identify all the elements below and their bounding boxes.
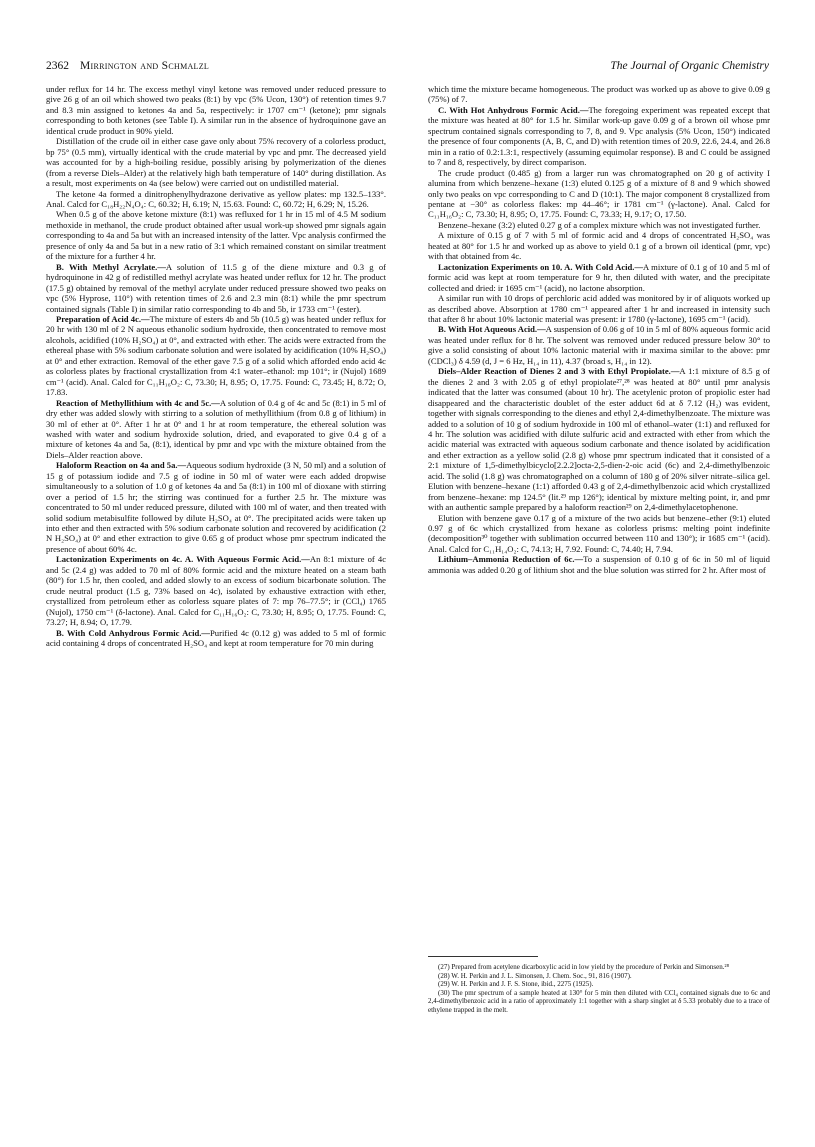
- paragraph: [428, 262, 770, 293]
- paragraph-text: Benzene–hexane (3:2) eluted 0.27 g of a complex mixture which was not investigated further.: [438, 219, 761, 230]
- paragraph: [428, 105, 770, 168]
- footnote-rule: [428, 956, 538, 957]
- paragraph-text: A mixture of 0.1 g of 10 and 5 ml of formic acid was kept at room temperature for 9 hr, then diluted with water, and the precipitate collected and dried: ir 1695 cm⁻¹ (acid), no lactone absorption.: [428, 261, 770, 293]
- paragraph: [46, 460, 386, 554]
- paragraph-text: The foregoing experiment was repeated except that the mixture was heated at 80° for 1.5 hr. Similar work-up gave 0.09 g of a brown oil whose pmr spectrum contained signals corresponding to 7, 8, and 9. Vpc analysis (5% Ucon, 150°) indicated the presence of four components (A, B, C, and D) with retention times of 20.9, 22.6, 24.4, and 26.8 min in a ratio of 0.2:1.3:1, respectively (assuming equimolar response). B and C could be assigned to 7 and 8, respectively, by direct comparison.: [428, 104, 771, 168]
- paragraph-text: An 8:1 mixture of 4c and 5c (2.4 g) was added to 70 ml of 80% formic acid and the mixture heated on a steam bath (80°) for 1.5 hr, then cooled, and added slowly to an excess of sodium bicarbonate solution. The crude neutral product (1.5 g, 73% based on 4c), isolated by exhaustive extraction with ether, crystallized from petroleum ether as colorless square plates of 7: mp 76–77.5°; ir (CCl₄) 1765 (Nujol), 1750 cm⁻¹ (δ-lactone). Anal. Calcd for C₁₁H₁₆O₂: C, 73.30; H, 8.95; O, 17.75. Found: C, 73.27; H, 8.94; O, 17.79.: [46, 554, 387, 628]
- footnote-list: [428, 963, 770, 1015]
- paragraph-text: under reflux for 14 hr. The excess methyl vinyl ketone was removed under reduced pressure to give 26 g of an oil which showed two peaks (8:1) by vpc (5% Ucon, 130°) of retention times 9.7 and 8.3 min assigned to ketones 4a and 5a, respectively: ir 1707 cm⁻¹ (ketone); pmr signals corresponding to both ketones (see Table I). A similar run in the absence of hydroquinone gave an identical crude product in 90% yield.: [46, 84, 386, 136]
- footnote: (28) W. H. Perkin and J. L. Simonsen, J. Chem. Soc., 91, 816 (1907).: [438, 971, 632, 980]
- paragraph-text: To a suspension of 0.10 g of 6c in 50 ml of liquid ammonia was added 0.20 g of lithium shot and the blue solution was stirred for 2 hr. After most of: [428, 554, 770, 575]
- journal-title: The Journal of Organic Chemistry: [610, 60, 769, 72]
- footnote: (30) The pmr spectrum of a sample heated at 130° for 5 min then diluted with CCl₄ contained signals due to 6c and 2,4-dimethylbenzoic acid in a ratio of approximately 1:1 together with a sharp singlet at δ 5.33 probably due to a trace of ethylene trapped in the melt.: [428, 988, 770, 1014]
- paragraph-text: Purified 4c (0.12 g) was added to 5 ml of formic acid containing 4 drops of concentrated H₂SO₄ and kept at room temperature for 70 min during: [46, 627, 386, 649]
- paragraph-text: Aqueous sodium hydroxide (3 N, 50 ml) and a solution of 15 g of potassium iodide and 7.5 g of iodine in 50 ml of water were each added dropwise simultaneously to a solution of 1.0 g of ketones 4a and 5a (8:1) in 100 ml of dioxane with stirring over a period of 1.5 hr; the stirring was continued for a further 2.5 hr. The mixture was concentrated to 50 ml under reduced pressure, diluted with 100 ml of water, and then treated with solid sodium metabisulfite followed by dilute H₂SO₄ at 0°. The precipitated acids were taken up into ether and then extracted with 5% sodium carbonate solution and recovered by acidification (2 N H₂SO₄) at 0° and ether extraction to give 0.65 g of product whose pmr spectrum indicated the presence of about 60% 4c.: [46, 460, 386, 554]
- paragraph: [46, 314, 386, 398]
- paragraph-text: The mixture of esters 4b and 5b (10.5 g) was heated under reflux for 20 hr with 130 ml of 2 N aqueous ethanolic sodium hydroxide, then concentrated to remove most alcohols, acidified (10% H₂SO₄) at 0°, and extracted with ether. The acids were extracted from the ethereal phase with 5% sodium carbonate solution and were isolated by acidification (10% H₂SO₄) at 0° and ether extraction. Removal of the ether gave 7.5 g of a solid which afforded endo acid 4c as colorless plates by fractional crystallization from 4:1 water–ethanol: mp 101°; ir (Nujol) 1689 cm⁻¹ (acid). Anal. Calcd for C₁₁H₁₆O₂: C, 73.30; H, 8.95; O, 17.75. Found: C, 73.45; H, 8.72; O, 17.83.: [46, 313, 387, 398]
- paragraph: [46, 189, 386, 210]
- running-header: [46, 60, 769, 80]
- footnote: (27) Prepared from acetylene dicarboxylic acid in low yield by the procedure of Perkin and Simonsen.²⁸: [438, 963, 730, 971]
- paragraph: [428, 554, 770, 575]
- paragraph: [46, 84, 386, 136]
- paragraph-text: A similar run with 10 drops of perchloric acid added was monitored by ir of aliquots worked up as described above. Absorption at 1780 cm⁻¹ appeared after 1 hr and increased in intensity such that after 8 hr about 10% lactonic material was present: ir 1780 (γ-lactone), 1695 cm⁻¹ (acid).: [428, 293, 770, 324]
- page-number: 2362: [46, 60, 69, 72]
- section-run-in-heading: Lactonization Experiments on 4c. A. With Aqueous Formic Acid.—: [56, 554, 310, 565]
- paragraph: [46, 209, 386, 261]
- footnotes: [428, 956, 770, 1015]
- section-run-in-heading: Preparation of Acid 4c.—: [56, 313, 150, 324]
- paragraph: [46, 554, 386, 627]
- footnote: (29) W. H. Perkin and J. F. S. Stone, ibid., 2275 (1925).: [438, 980, 594, 989]
- section-run-in-heading: Lactonization Experiments on 10. A. With Cold Acid.—: [438, 261, 644, 272]
- section-run-in-heading: Diels–Alder Reaction of Dienes 2 and 3 with Ethyl Propiolate.—: [438, 366, 680, 377]
- section-run-in-heading: Lithium–Ammonia Reduction of 6c.—: [438, 554, 584, 565]
- section-run-in-heading: C. With Hot Anhydrous Formic Acid.—: [438, 104, 589, 115]
- paragraph: [428, 84, 770, 105]
- paragraph-text: A mixture of 0.15 g of 7 with 5 ml of formic acid and 4 drops of concentrated H₂SO₄ was heated at 80° for 1.5 hr and worked up as above to yield 0.1 g of a brown oil identical (pmr, vpc) with that obtained from 4c.: [428, 230, 770, 262]
- paragraph-text: Distillation of the crude oil in either case gave only about 75% recovery of a colorless product, bp 75° (0.5 mm), virtually identical with the crude material by vpc and pmr. The decreased yield was accounted for by a high-boiling residue, possibly arising by polymerization of the dienes (from a reverse Diels–Alder) at the relatively high bath temperature of 140° during distillation. As a result, most experiments on 4a (see below) were carried out on undistilled material.: [46, 136, 386, 189]
- paragraph: [428, 513, 770, 555]
- paragraph-text: which time the mixture became homogeneous. The product was worked up as above to give 0.09 g (75%) of 7.: [428, 84, 770, 105]
- paragraph: [46, 262, 386, 314]
- left-column: [46, 84, 386, 648]
- paragraph: [428, 293, 770, 324]
- paragraph: [428, 366, 770, 512]
- paragraph: [428, 324, 770, 366]
- paragraph-text: A solution of 0.4 g of 4c and 5c (8:1) in 5 ml of dry ether was added slowly with stirring to a solution of methyllithium (from 0.8 g of lithium) in 30 ml of ether at 0°. After 1 hr at 0° and 1 hr at room temperature, the ethereal solution was washed with water and sodium hydroxide solution, dried, and evaporated to give 0.4 g of a mixture of ketones 4a and 5a, (8:1), identical by pmr and vpc with the mixture obtained from the Diels–Alder reaction above.: [46, 397, 386, 460]
- paragraph-text: The crude product (0.485 g) from a larger run was chromatographed on 20 g of activity I alumina from which benzene–hexane (1:3) eluted 0.125 g of a mixture of 8 and 9 which showed only two peaks on vpc corresponding to C and D (10:1). The major component 8 crystallized from pentane at −30° as colorless flakes: mp 44–46°; ir 1781 cm⁻¹ (γ-lactone). Anal. Calcd for C₁₁H₁₆O₂: C, 73.30; H, 8.95; O, 17.75. Found: C, 73.33; H, 9.17; O, 17.50.: [428, 167, 770, 220]
- paragraph-text: A 1:1 mixture of 8.5 g of the dienes 2 and 3 with 2.05 g of ethyl propiolate²⁷,²⁸ was heated at 80° until pmr analysis indicated that the latter was consumed (about 10 hr). The acetylenic proton of propiolic ester had disappeared and the characteristic doublet of the ester adduct 6d at δ 7.12 (H₂) was evident, together with signals corresponding to the dienes and ethyl 2,4-dimethylbenzoate. The mixture was added to a solution of 10 g of sodium hydroxide in 100 ml of ethanol–water (1:1) and refluxed for 4 hr. The solution was acidified with dilute sulfuric acid and extracted with ether from which the acidic material was extracted with aqueous sodium carbonate and thence isolated by acidification and ether extraction as a yellow solid (2.8 g) whose pmr spectrum indicated that it consisted of a 2:1 mixture of 1,5-dimethylbicyclo[2.2.2]octa-2,5-dien-2-oic acid (6c) and 2,4-dimethylbenzoic acid. The solid (1.8 g) was chromatographed on a column of 180 g of 20% silver nitrate–silica gel. Elution with benzene–hexane (1:1) afforded 0.43 g of 2,4-dimethylbenzoic acid which crystallized from benzene–hexane: mp 124.5° (lit.²⁹ mp 126°); identical by mixture melting point, ir, and pmr with an authentic sample prepared by a haloform reaction²⁹ on 2,4-dimethylacetophenone.: [428, 366, 770, 513]
- paragraph: [428, 220, 770, 230]
- paragraph: [46, 628, 386, 649]
- paragraph: [46, 136, 386, 188]
- paragraph: [428, 230, 770, 261]
- paragraph-text: A solution of 11.5 g of the diene mixture and 0.3 g of hydroquinone in 42 g of redistilled methyl acrylate was heated under reflux for 12 hr. The product (17.5 g) obtained by removal of the methyl acrylate under reduced pressure showed two peaks on vpc (5% Hyprose, 110°) with retention times of 2.6 and 2.3 min (8:1) while the pmr spectrum contained signals (Table I) in similar ratio corresponding to 4b and 5b, ir 1733 cm⁻¹ (ester).: [46, 261, 386, 314]
- paragraph-text: Elution with benzene gave 0.17 g of a mixture of the two acids but benzene–ether (9:1) eluted 0.97 g of 6c which crystallized from hexane as colorless prisms: melting point indefinite (decomposition³⁰ together with sublimation occurred between 110 and 130°); ir 1685 cm⁻¹ (acid). Anal. Calcd for C₁₁H₁₄O₂: C, 74.13; H, 7.92. Found: C, 74.40; H, 7.94.: [428, 512, 770, 554]
- paragraph: [428, 168, 770, 220]
- right-column: [428, 84, 770, 575]
- section-run-in-heading: Reaction of Methyllithium with 4c and 5c.—: [56, 397, 220, 408]
- paragraph-text: When 0.5 g of the above ketone mixture (8:1) was refluxed for 1 hr in 15 ml of 4.5 M sodium methoxide in methanol, the crude product obtained after usual work-up showed pmr signals again corresponding to 4a and 5a but with an increased intensity of the latter. Vpc analysis confirmed the presence of only 4a and 5a but in a new ratio of 3:1 which remained constant on similar treatment of the mixture for a further 4 hr.: [46, 209, 386, 262]
- paragraph-text: A suspension of 0.06 g of 10 in 5 ml of 80% aqueous formic acid was heated under reflux for 8 hr. The solvent was removed under reduced pressure below 30° to give a solid consisting of about 10% lactonic material with ir maxima similar to the above: pmr (CDCl₃) δ 4.59 (d, J = 6 Hz, H₁₄ in 11), 4.37 (broad s, H₁₄ in 12).: [428, 324, 770, 366]
- section-run-in-heading: Haloform Reaction on 4a and 5a.—: [56, 460, 187, 471]
- paragraph: [46, 398, 386, 461]
- paragraph-text: The ketone 4a formed a dinitrophenylhydrazone derivative as yellow plates: mp 132.5–133°. Anal. Calcd for C₁₈H₂₂N₄O₄: C, 60.32; H, 6.19; N, 15.63. Found: C, 60.72; H, 6.29; N, 15.26.: [46, 188, 386, 209]
- section-run-in-heading: B. With Methyl Acrylate.—: [56, 261, 166, 272]
- running-authors: Mirrington and Schmalzl: [80, 60, 210, 72]
- section-run-in-heading: B. With Cold Anhydrous Formic Acid.—: [56, 627, 211, 638]
- section-run-in-heading: B. With Hot Aqueous Acid.—: [438, 324, 546, 335]
